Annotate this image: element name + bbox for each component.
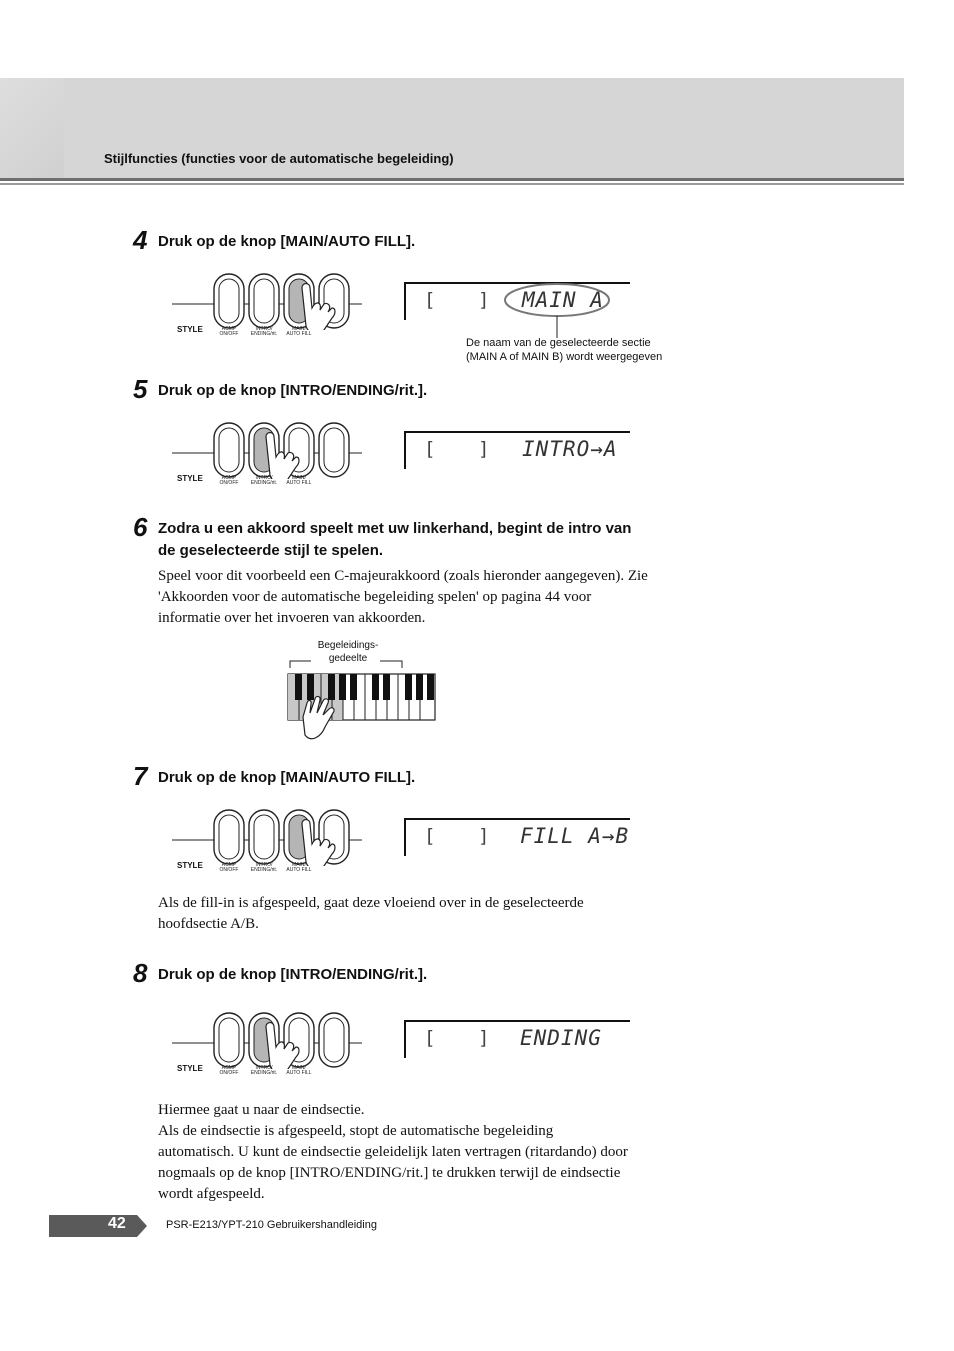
step-number: 4 bbox=[133, 225, 148, 255]
lcd-display bbox=[404, 431, 630, 469]
page-number: 42 bbox=[108, 1215, 126, 1232]
button-panel-drawing bbox=[172, 1009, 362, 1069]
lcd-display bbox=[404, 1020, 630, 1058]
button-panel bbox=[172, 1009, 362, 1076]
keyboard-label: Begeleidings- gedeelte bbox=[317, 640, 379, 664]
intro-label: INTRO/ ENDING/rit. bbox=[250, 475, 278, 486]
highlight-ellipse bbox=[502, 282, 614, 342]
main-label: MAIN/ AUTO FILL bbox=[286, 326, 312, 337]
style-label: STYLE bbox=[177, 861, 203, 870]
step-heading: Druk op de knop [INTRO/ENDING/rit.]. bbox=[158, 966, 428, 983]
style-label: STYLE bbox=[177, 325, 203, 334]
lcd-bracket: [ bbox=[424, 1027, 436, 1049]
step-number: 7 bbox=[133, 761, 148, 791]
step-number: 6 bbox=[133, 512, 148, 542]
step-number: 5 bbox=[133, 374, 148, 404]
manual-title: PSR-E213/YPT-210 Gebruikershandleiding bbox=[166, 1219, 377, 1231]
step-number: 8 bbox=[133, 958, 148, 988]
callout-text: De naam van de geselecteerde sectie (MAIN A of MAIN B) wordt weergegeven bbox=[466, 337, 663, 363]
lcd-bracket: ] bbox=[478, 1027, 490, 1049]
lcd-text: ENDING bbox=[520, 1026, 602, 1050]
lcd-text: FILL A→B bbox=[520, 824, 630, 848]
button-panel bbox=[172, 419, 362, 486]
button-panel bbox=[172, 806, 362, 873]
lcd-bracket: [ bbox=[424, 438, 436, 460]
lcd-text: MAIN A bbox=[522, 288, 604, 312]
step-body: Speel voor dit voorbeeld een C-majeurakkoord (zoals hieronder aangegeven). Zie 'Akkoorden voor de automatische begeleiding spelen' op pagina 44 voor informatie over het invoeren van akkoorden. bbox=[158, 568, 648, 626]
intro-label: INTRO/ ENDING/rit. bbox=[250, 326, 278, 337]
intro-label: INTRO/ ENDING/rit. bbox=[250, 862, 278, 873]
style-label: STYLE bbox=[177, 474, 203, 483]
lcd-bracket: [ bbox=[424, 289, 436, 311]
header-rule bbox=[0, 183, 904, 185]
header-rule bbox=[0, 178, 904, 181]
lcd-text: INTRO→A bbox=[522, 437, 618, 461]
section-title: Stijlfuncties (functies voor de automatische begeleiding) bbox=[104, 151, 454, 166]
step-body: Hiermee gaat u naar de eindsectie. Als de eindsectie is afgespeeld, stopt de automatische begeleiding automatisch. U kunt de eindsectie geleidelijk laten vertragen (ritardando) door nogmaals op de knop [INTRO/ENDING/rit.] te drukken terwijl de eindsectie wordt afgespeeld. bbox=[158, 1102, 628, 1202]
acmp-label: ACMP ON/OFF bbox=[219, 326, 239, 337]
acmp-label: ACMP ON/OFF bbox=[219, 1065, 239, 1076]
acmp-label: ACMP ON/OFF bbox=[219, 475, 239, 486]
step-heading: Zodra u een akkoord speelt met uw linkerhand, begint de intro van de geselecteerde stijl te spelen. bbox=[158, 520, 632, 559]
main-label: MAIN/ AUTO FILL bbox=[286, 1065, 312, 1076]
main-label: MAIN/ AUTO FILL bbox=[286, 862, 312, 873]
step-heading: Druk op de knop [INTRO/ENDING/rit.]. bbox=[158, 382, 428, 399]
lcd-bracket: ] bbox=[478, 289, 490, 311]
page-number-tab bbox=[49, 1215, 147, 1237]
keyboard-diagram bbox=[285, 655, 440, 747]
lcd-bracket: ] bbox=[478, 438, 490, 460]
button-panel-drawing bbox=[172, 806, 362, 866]
intro-label: INTRO/ ENDING/rit. bbox=[250, 1065, 278, 1076]
lcd-bracket: [ bbox=[424, 825, 436, 847]
step-heading: Druk op de knop [MAIN/AUTO FILL]. bbox=[158, 769, 416, 786]
lcd-display bbox=[404, 818, 630, 856]
lcd-bracket: ] bbox=[478, 825, 490, 847]
step-heading: Druk op de knop [MAIN/AUTO FILL]. bbox=[158, 233, 416, 250]
button-panel bbox=[172, 270, 362, 337]
button-panel-drawing bbox=[172, 419, 362, 479]
button-panel-drawing bbox=[172, 270, 362, 330]
main-label: MAIN/ AUTO FILL bbox=[286, 475, 312, 486]
step-body: Als de fill-in is afgespeeld, gaat deze vloeiend over in de geselecteerde hoofdsectie A/B. bbox=[158, 895, 584, 932]
acmp-label: ACMP ON/OFF bbox=[219, 862, 239, 873]
style-label: STYLE bbox=[177, 1064, 203, 1073]
